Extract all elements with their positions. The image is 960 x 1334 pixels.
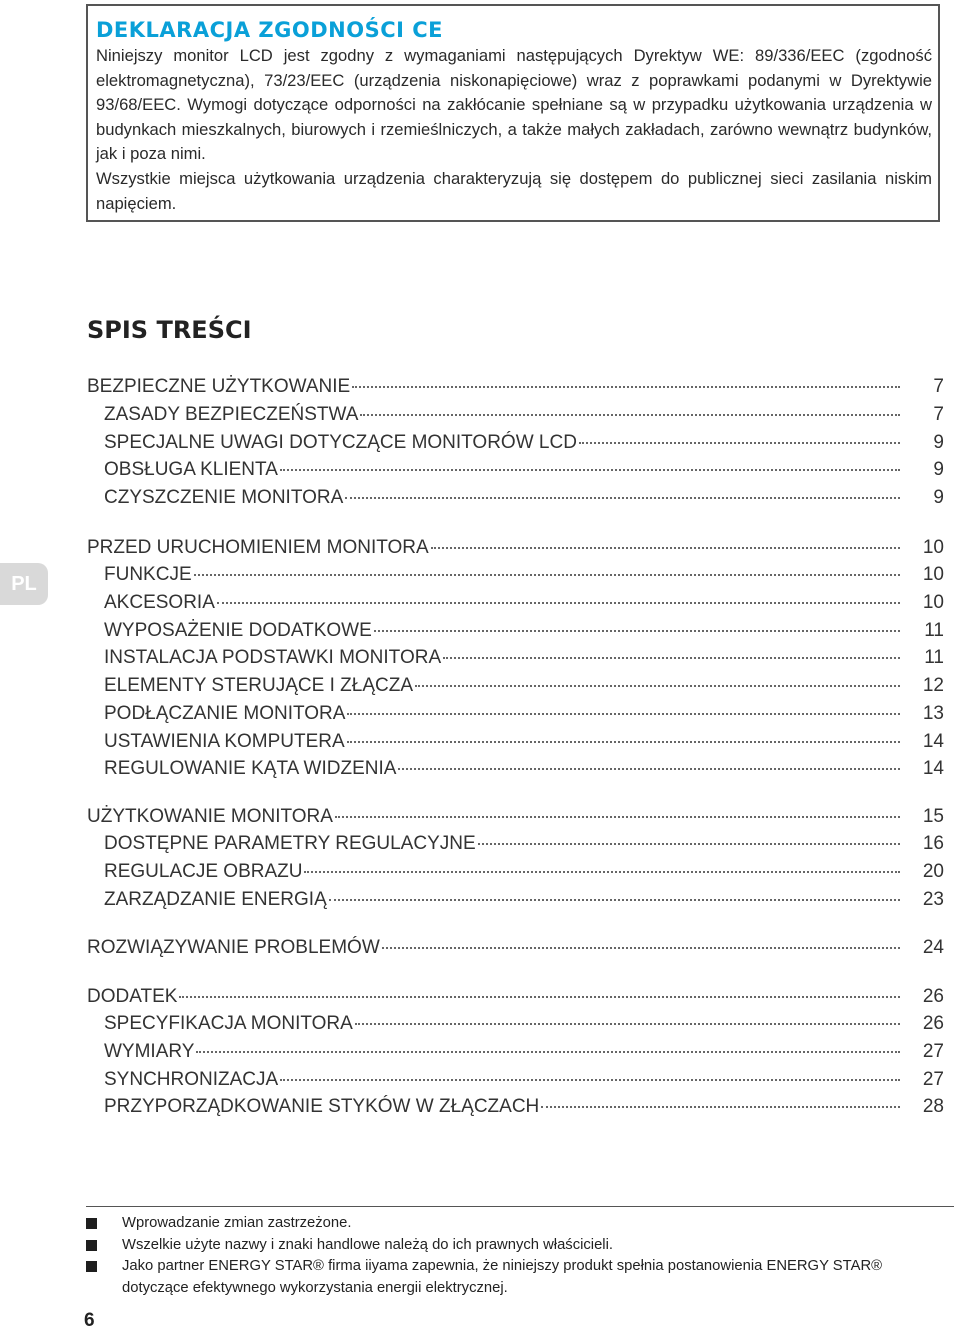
toc-leader-dots [382, 946, 900, 949]
toc-leader-dots [196, 1050, 900, 1053]
toc-leader-dots [415, 684, 900, 687]
toc-entry-label: ZARZĄDZANIE ENERGIĄ [104, 889, 327, 910]
toc-leader-dots [280, 1078, 900, 1081]
toc-entry-zasady-bezpieczenstwa[interactable] [104, 401, 944, 428]
toc-entry-page: 10 [922, 537, 944, 558]
toc-entry-przyporzadkowanie-stykow[interactable] [104, 1093, 944, 1120]
toc-entry-page: 26 [922, 986, 944, 1007]
ce-paragraph-2: Wszystkie miejsca użytkowania urządzenia charakteryzują się dostępem do publicznej sieci zasilania niskim napięciem. [96, 168, 932, 213]
toc-entry-regulacje-obrazu[interactable] [104, 858, 944, 885]
footer-note [86, 1256, 946, 1299]
toc-entry-label: WYMIARY [104, 1041, 195, 1062]
toc-entry-specyfikacja-monitora[interactable] [104, 1010, 944, 1037]
toc-entry-podlaczanie-monitora[interactable] [104, 700, 944, 727]
toc-leader-dots [329, 898, 900, 901]
toc-leader-dots [398, 767, 900, 770]
toc-leader-dots [478, 842, 900, 845]
toc-entry-page: 13 [922, 703, 944, 724]
toc-entry-funkcje[interactable] [104, 561, 944, 588]
toc-entry-label: DOSTĘPNE PARAMETRY REGULACYJNE [104, 833, 476, 854]
toc-entry-dostepne-parametry[interactable] [104, 830, 944, 857]
toc-entry-bezpieczne-uzytkowanie[interactable] [87, 373, 944, 400]
toc-entry-page: 9 [933, 459, 944, 480]
toc-entry-page: 27 [922, 1041, 944, 1062]
toc-entry-instalacja-podstawki[interactable] [104, 644, 944, 671]
toc-entry-page: 9 [933, 432, 944, 453]
toc-entry-uzytkowanie-monitora[interactable] [87, 803, 944, 830]
toc-entry-page: 10 [922, 592, 944, 613]
toc-entry-label: FUNKCJE [104, 564, 192, 585]
toc-entry-elementy-sterujace[interactable] [104, 672, 944, 699]
toc-entry-page: 14 [922, 758, 944, 779]
toc-entry-label: OBSŁUGA KLIENTA [104, 459, 278, 480]
toc-entry-page: 7 [933, 376, 944, 397]
toc-entry-page: 9 [933, 487, 944, 508]
toc-entry-label: ZASADY BEZPIECZEŃSTWA [104, 404, 359, 425]
footer-divider [86, 1206, 954, 1207]
toc-leader-dots [431, 546, 900, 549]
toc-entry-page: 14 [922, 731, 944, 752]
toc-entry-dodatek[interactable] [87, 983, 944, 1010]
toc-entry-page: 7 [933, 404, 944, 425]
toc-entry-label: AKCESORIA [104, 592, 215, 613]
toc-entry-label: PRZED URUCHOMIENIEM MONITORA [87, 537, 429, 558]
toc-leader-dots [360, 413, 900, 416]
toc-entry-regulowanie-kata[interactable] [104, 755, 944, 782]
toc-entry-label: WYPOSAŻENIE DODATKOWE [104, 620, 372, 641]
toc-leader-dots [304, 870, 900, 873]
toc-entry-page: 16 [922, 833, 944, 854]
toc-leader-dots [194, 573, 900, 576]
toc-leader-dots [217, 601, 900, 604]
footer-notes [86, 1213, 946, 1299]
toc-leader-dots [345, 496, 900, 499]
toc-entry-label: BEZPIECZNE UŻYTKOWANIE [87, 376, 351, 397]
language-tab: PL [0, 563, 48, 605]
toc-entry-label: SPECYFIKACJA MONITORA [104, 1013, 353, 1034]
toc-entry-label: INSTALACJA PODSTAWKI MONITORA [104, 647, 442, 668]
toc-entry-wyposazenie-dodatkowe[interactable] [104, 617, 944, 644]
toc-leader-dots [347, 712, 900, 715]
ce-declaration-title: DEKLARACJA ZGODNOŚCI CE [96, 18, 443, 42]
toc-entry-label: CZYSZCZENIE MONITORA [104, 487, 344, 508]
footer-note [86, 1235, 946, 1257]
toc-leader-dots [280, 468, 900, 471]
toc-entry-zarzadzanie-energia[interactable] [104, 886, 944, 913]
toc-leader-dots [352, 385, 900, 388]
square-bullet-icon [86, 1261, 97, 1272]
footer-note-text: Jako partner ENERGY STAR® firma iiyama zapewnia, że niniejszy produkt spełnia postanowienia ENERGY STAR® dotyczące efektywnego wykorzystania energii elektrycznej. [122, 1258, 883, 1296]
toc-leader-dots [179, 995, 900, 998]
toc-entry-rozwiazywanie-problemow[interactable] [87, 934, 944, 961]
toc-entry-label: SYNCHRONIZACJA [104, 1069, 279, 1090]
toc-entry-label: PODŁĄCZANIE MONITORA [104, 703, 346, 724]
toc-entry-label: USTAWIENIA KOMPUTERA [104, 731, 345, 752]
toc-leader-dots [335, 815, 900, 818]
toc-entry-ustawienia-komputera[interactable] [104, 728, 944, 755]
toc-leader-dots [443, 656, 900, 659]
square-bullet-icon [86, 1240, 97, 1251]
toc-entry-label: UŻYTKOWANIE MONITORA [87, 806, 333, 827]
toc-entry-page: 28 [922, 1096, 944, 1117]
toc-entry-page: 27 [922, 1069, 944, 1090]
toc-entry-label: SPECJALNE UWAGI DOTYCZĄCE MONITORÓW LCD [104, 432, 577, 453]
toc-entry-page: 23 [922, 889, 944, 910]
toc-entry-page: 20 [922, 861, 944, 882]
toc-entry-synchronizacja[interactable] [104, 1066, 944, 1093]
toc-entry-label: REGULOWANIE KĄTA WIDZENIA [104, 758, 397, 779]
toc-entry-page: 12 [922, 675, 944, 696]
footer-note [86, 1213, 946, 1235]
ce-declaration-body [96, 44, 938, 216]
toc-entry-label: ROZWIĄZYWANIE PROBLEMÓW [87, 937, 380, 958]
toc-entry-przed-uruchomieniem[interactable] [87, 534, 944, 561]
ce-paragraph-1: Niniejszy monitor LCD jest zgodny z wymaganiami następujących Dyrektyw WE: 89/336/EEC (zgodność elektromagnetyczna), 73/23/EEC (urządzenia niskonapięciowe) wraz z poprawkami podanymi w Dyrektywie 93/68/EEC. Wymogi dotyczące odporności na zakłócanie spełniane są w przypadku użytkowania urządzenia w budynkach mieszkalnych, biurowych i rzemieślniczych, a także małych zakładach, zarówno wewnątrz budynków, jak i poza nimi. [96, 46, 932, 164]
toc-leader-dots [347, 740, 900, 743]
toc-entry-label: ELEMENTY STERUJĄCE I ZŁĄCZA [104, 675, 413, 696]
toc-entry-page: 11 [924, 647, 944, 668]
toc-entry-akcesoria[interactable] [104, 589, 944, 616]
toc-entry-label: REGULACJE OBRAZU [104, 861, 303, 882]
toc-entry-czyszczenie-monitora[interactable] [104, 484, 944, 511]
toc-entry-label: DODATEK [87, 986, 178, 1007]
page-number: 6 [84, 1310, 95, 1331]
toc-entry-page: 11 [924, 620, 944, 641]
toc-entry-wymiary[interactable] [104, 1038, 944, 1065]
footer-note-text: Wprowadzanie zmian zastrzeżone. [122, 1215, 352, 1231]
toc-title: SPIS TREŚCI [87, 316, 252, 344]
square-bullet-icon [86, 1218, 97, 1229]
toc-leader-dots [541, 1105, 900, 1108]
toc-entry-page: 15 [922, 806, 944, 827]
footer-note-text: Wszelkie użyte nazwy i znaki handlowe należą do ich prawnych właścicieli. [122, 1236, 613, 1253]
toc-entry-specjalne-uwagi[interactable] [104, 429, 944, 456]
toc-entry-label: PRZYPORZĄDKOWANIE STYKÓW W ZŁĄCZACH [104, 1096, 540, 1117]
toc-leader-dots [579, 441, 900, 444]
toc-entry-page: 26 [922, 1013, 944, 1034]
toc-entry-page: 10 [922, 564, 944, 585]
toc-leader-dots [355, 1022, 900, 1025]
toc-entry-obsluga-klienta[interactable] [104, 456, 944, 483]
toc-leader-dots [374, 629, 900, 632]
ce-declaration-box [86, 4, 940, 222]
toc-entry-page: 24 [922, 937, 944, 958]
